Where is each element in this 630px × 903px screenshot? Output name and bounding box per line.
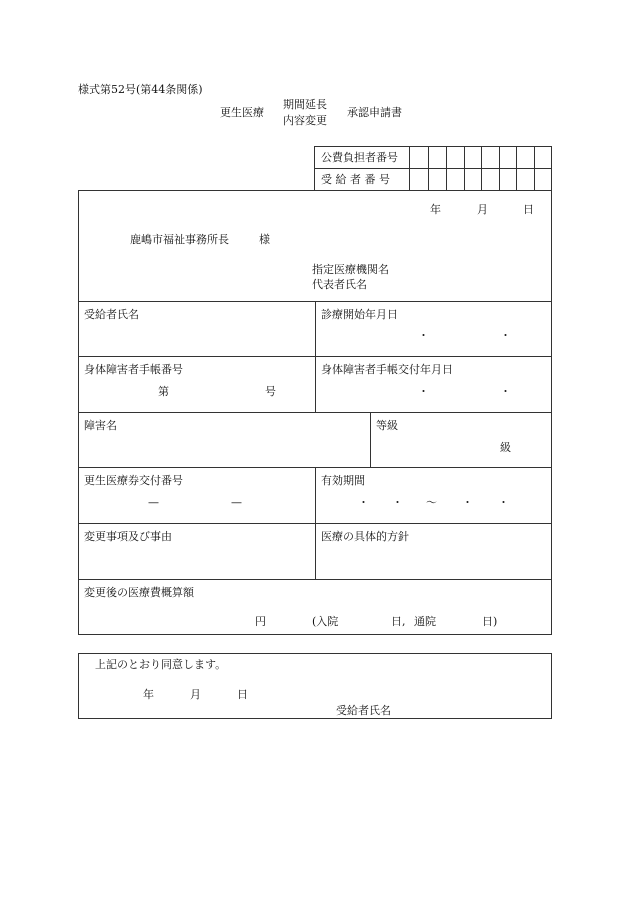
consent-year-label: 年 bbox=[143, 688, 154, 701]
title-option-change: 内容変更 bbox=[283, 114, 327, 127]
form-number: 様式第52号(第44条関係) bbox=[78, 83, 203, 96]
outpatient-label: 通院 bbox=[414, 615, 436, 628]
date-separator-dot: ・ bbox=[418, 385, 429, 398]
estimated-cost-label: 変更後の医療費概算額 bbox=[84, 586, 194, 599]
disability-name-label: 障害名 bbox=[84, 419, 117, 432]
treatment-start-date-label: 診療開始年月日 bbox=[321, 308, 398, 321]
grade-label: 等級 bbox=[376, 419, 398, 432]
recipient-number-label: 受 給 者 番 号 bbox=[321, 173, 390, 186]
consent-day-label: 日 bbox=[237, 688, 248, 701]
title-option-extension: 期間延長 bbox=[283, 98, 327, 111]
date-separator-dot: ・ bbox=[500, 329, 511, 342]
ticket-number-label: 更生医療券交付番号 bbox=[84, 474, 183, 487]
disability-book-number-label: 身体障害者手帳番号 bbox=[84, 363, 183, 376]
grade-unit: 級 bbox=[500, 441, 511, 454]
date-separator-dot: ・ bbox=[498, 496, 509, 509]
date-separator-dot: ・ bbox=[418, 329, 429, 342]
title-suffix: 承認申請書 bbox=[347, 106, 402, 119]
date-separator-dot: ・ bbox=[500, 385, 511, 398]
institution-name-label: 指定医療機関名 bbox=[312, 263, 389, 276]
outpatient-days: 日) bbox=[482, 615, 498, 628]
consent-recipient-name-label: 受給者氏名 bbox=[336, 704, 391, 717]
disability-book-issue-date-label: 身体障害者手帳交付年月日 bbox=[321, 363, 453, 376]
book-number-suffix: 号 bbox=[265, 385, 276, 398]
ticket-number-dash: — bbox=[231, 496, 242, 509]
representative-name-label: 代表者氏名 bbox=[312, 278, 367, 291]
hospitalization-days: 日, bbox=[391, 615, 406, 628]
hospitalization-label: (入院 bbox=[312, 615, 339, 628]
treatment-policy-label: 医療の具体的方針 bbox=[321, 530, 409, 543]
ticket-number-dash: — bbox=[148, 496, 159, 509]
honorific: 様 bbox=[259, 233, 270, 246]
addressee: 鹿嶋市福祉事務所長 bbox=[130, 233, 229, 246]
recipient-name-label: 受給者氏名 bbox=[84, 308, 139, 321]
date-separator-dot: ・ bbox=[462, 496, 473, 509]
book-number-prefix: 第 bbox=[158, 385, 169, 398]
date-day-label: 日 bbox=[523, 203, 534, 216]
date-year-label: 年 bbox=[430, 203, 441, 216]
title-prefix: 更生医療 bbox=[220, 106, 264, 119]
consent-month-label: 月 bbox=[190, 688, 201, 701]
period-tilde: 〜 bbox=[426, 496, 437, 509]
payer-number-label: 公費負担者番号 bbox=[321, 151, 398, 164]
change-reason-label: 変更事項及び事由 bbox=[84, 530, 172, 543]
date-separator-dot: ・ bbox=[358, 496, 369, 509]
yen-unit: 円 bbox=[255, 615, 266, 628]
date-separator-dot: ・ bbox=[392, 496, 403, 509]
valid-period-label: 有効期間 bbox=[321, 474, 365, 487]
consent-statement: 上記のとおり同意します。 bbox=[95, 658, 227, 671]
date-month-label: 月 bbox=[477, 203, 488, 216]
